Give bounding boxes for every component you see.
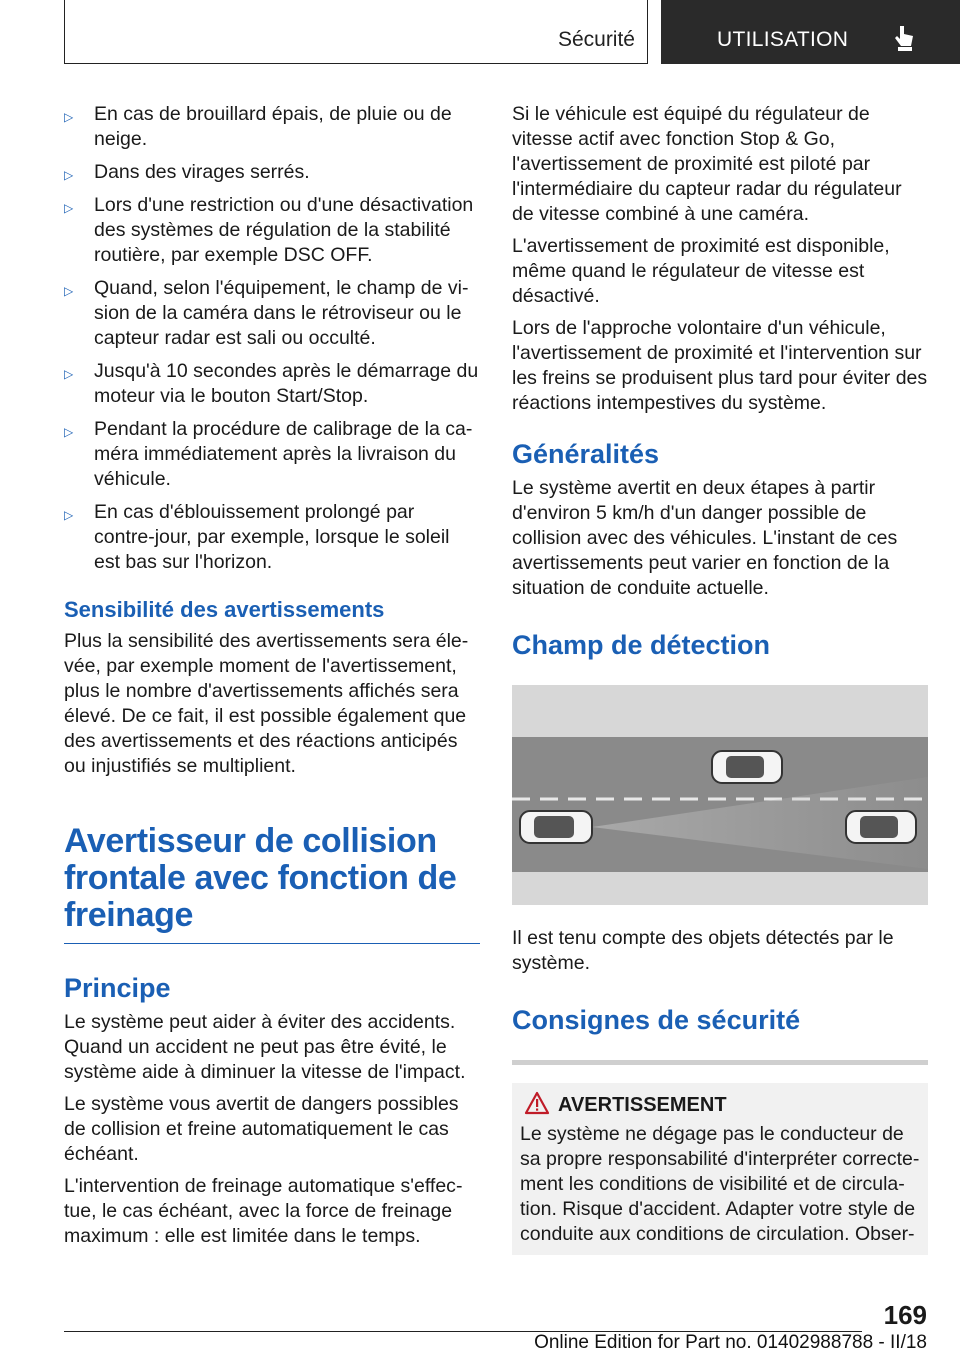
bullet-triangle-icon: ▷ (64, 168, 74, 182)
warning-box (512, 1083, 928, 1255)
hand-pointer-icon (894, 24, 914, 52)
list-item: ▷ Dans des virages serrés. (64, 160, 480, 185)
warning-text: Le système ne dégage pas le conducteur de sa propre responsabilité d'interpréter correctement les conditions de visibilité et de circulation. Risque d'accident. Adapter votre style de conduite aux conditions de circulation. Obser- (520, 1123, 920, 1245)
bullet-triangle-icon: ▷ (64, 367, 74, 381)
right-column (512, 102, 928, 1255)
general-heading: Généralités (512, 439, 660, 469)
list-item: ▷ Lors d'une restriction ou d'une désactivation des systèmes de régulation de la stabilité routière, par exemple DSC OFF. (64, 194, 474, 266)
warning-triangle-icon (524, 1091, 550, 1115)
bullet-triangle-icon: ▷ (64, 284, 74, 298)
car-icon (712, 751, 782, 783)
list-item: ▷ En cas d'éblouissement prolongé par contre-jour, par exemple, lorsque le soleil est bas sur l'horizon. (64, 501, 450, 573)
header-frame (64, 0, 648, 64)
main-heading: Avertisseur de collision frontale avec fonction de freinage (64, 823, 480, 944)
left-column (64, 102, 480, 1256)
bullet-triangle-icon: ▷ (64, 425, 74, 439)
intro-paragraph: L'avertissement de proximité est disponible, même quand le régulateur de vitesse est désactivé. (512, 235, 890, 307)
page-number: 169 (883, 1300, 927, 1330)
list-item: ▷ Jusqu'à 10 secondes après le démarrage du moteur via le bouton Start/Stop. (64, 360, 479, 407)
detection-caption: Il est tenu compte des objets détectés par le système. (512, 927, 894, 974)
intro-paragraph: Lors de l'approche volontaire d'un véhicule, l'avertissement de proximité et l'intervention sur les freins se produisent plus tard pour éviter des réactions intempestives du système. (512, 317, 928, 414)
bullet-triangle-icon: ▷ (64, 508, 74, 522)
principle-heading: Principe (64, 973, 171, 1003)
principle-paragraph: L'intervention de freinage automatique s'effectue, le cas échéant, avec la force de freinage maximum : elle est limitée dans le temps. (64, 1175, 463, 1247)
condition-list (64, 102, 480, 575)
list-item: ▷ Quand, selon l'équipement, le champ de vision de la caméra dans le rétroviseur ou le capteur radar est sali ou occulté. (64, 277, 469, 349)
safety-heading: Consignes de sécurité (512, 1005, 801, 1035)
bullet-triangle-icon: ▷ (64, 201, 74, 215)
sensitivity-heading: Sensibilité des avertissements (64, 597, 385, 622)
list-item: ▷ Pendant la procédure de calibrage de la caméra immédiatement après la livraison du véhicule. (64, 418, 473, 490)
warning-rule (512, 1060, 928, 1065)
list-item: ▷ En cas de brouillard épais, de pluie ou de neige. (64, 103, 452, 150)
header-chapter-tab (661, 0, 960, 64)
bullet-triangle-icon: ▷ (64, 110, 74, 124)
principle-paragraph: Le système vous avertit de dangers possibles de collision et freine automatiquement le cas échéant. (64, 1093, 459, 1165)
detection-heading: Champ de détection (512, 630, 771, 660)
general-text: Le système avertit en deux étapes à partir d'environ 5 km/h d'un danger possible de collision avec des véhicules. L'instant de ces avertissements peut varier en fonction de la situation de conduite actuelle. (512, 477, 898, 599)
sensitivity-text: Plus la sensibilité des avertissements sera élevée, par exemple moment de l'avertissement, plus le nombre d'avertissements affichés sera élevé. De ce fait, il est possible également que des avertissements et des réactions anticipés ou injustifiés se multiplient. (64, 630, 469, 777)
intro-paragraph: Si le véhicule est équipé du régulateur de vitesse actif avec fonction Stop & Go, l'avertissement de proximité est piloté par l'intermédiaire du capteur radar du régulateur de vitesse combiné à une caméra. (512, 103, 902, 225)
warning-title: AVERTISSEMENT (520, 1093, 920, 1118)
header-section-title: Sécurité (557, 28, 635, 51)
principle-paragraph: Le système peut aider à éviter des accidents. Quand un accident ne peut pas être évité, le système aide à diminuer la vitesse de l'impact. (64, 1011, 466, 1083)
car-icon (520, 811, 592, 843)
car-icon (846, 811, 916, 843)
detection-field-figure (512, 685, 928, 905)
footer-edition: Online Edition for Part no. 01402988788 - II/18 (534, 1332, 927, 1353)
header-chapter-label: UTILISATION (717, 28, 849, 51)
